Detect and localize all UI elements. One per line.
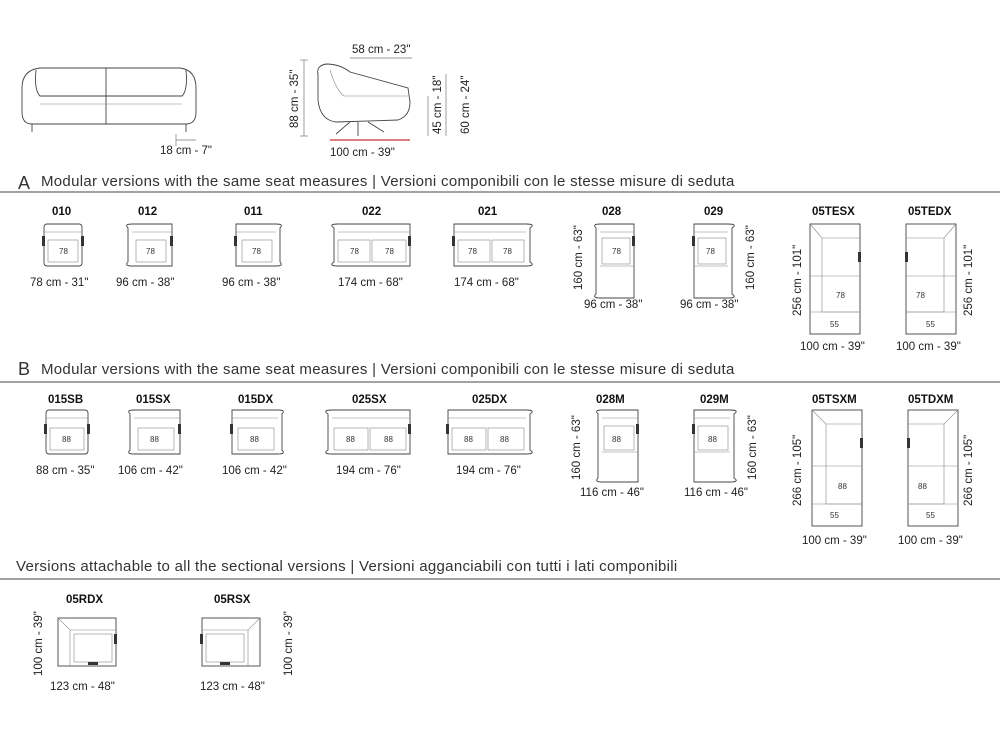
seat-label: 88 xyxy=(838,482,847,491)
seat-label: 78 xyxy=(385,247,394,256)
module-code: 028 xyxy=(602,206,622,218)
module-028 xyxy=(573,206,642,311)
module-028M xyxy=(571,394,644,499)
seat-label: 78 xyxy=(612,247,621,256)
module-height: 100 cm - 39" xyxy=(283,611,295,676)
module-code: 022 xyxy=(362,206,382,218)
module-code: 029 xyxy=(704,206,724,218)
module-010 xyxy=(30,206,88,289)
module-code: 010 xyxy=(52,206,72,218)
module-015DX xyxy=(222,394,287,477)
module-dims: 123 cm - 48" xyxy=(200,681,265,693)
module-dims: 100 cm - 39" xyxy=(802,535,867,547)
module-height: 160 cm - 63" xyxy=(571,415,583,480)
module-021 xyxy=(452,206,532,289)
module-code: 012 xyxy=(138,206,158,218)
seat-label: 78 xyxy=(59,247,68,256)
module-code: 011 xyxy=(244,206,263,218)
side-depth-label: 100 cm - 39" xyxy=(330,147,395,159)
module-011 xyxy=(222,206,281,289)
module-015SX xyxy=(118,394,183,477)
module-05RDX xyxy=(33,594,117,693)
sofa-side-view xyxy=(289,44,472,159)
module-025SX xyxy=(326,394,411,477)
side-height-label: 88 cm - 35" xyxy=(289,69,301,128)
module-dims: 194 cm - 76" xyxy=(336,465,401,477)
seat-label: 78 xyxy=(916,291,925,300)
module-dims: 100 cm - 39" xyxy=(800,341,865,353)
module-height: 160 cm - 63" xyxy=(573,225,585,290)
seat-label: 88 xyxy=(612,435,621,444)
front-width-label: 18 cm - 7" xyxy=(160,145,213,157)
module-dims: 100 cm - 39" xyxy=(896,341,961,353)
module-029M xyxy=(684,394,759,499)
module-dims: 78 cm - 31" xyxy=(30,277,89,289)
module-012 xyxy=(116,206,174,289)
side-top-label: 58 cm - 23" xyxy=(352,44,411,56)
module-dims: 88 cm - 35" xyxy=(36,465,95,477)
module-height: 100 cm - 39" xyxy=(33,611,45,676)
module-code: 028M xyxy=(596,394,625,406)
seat-label: 78 xyxy=(836,291,845,300)
module-code: 05TSXM xyxy=(812,394,857,406)
module-dims: 96 cm - 38" xyxy=(116,277,175,289)
module-dims: 96 cm - 38" xyxy=(584,299,643,311)
seat-label: 78 xyxy=(146,247,155,256)
seat-label: 78 xyxy=(468,247,477,256)
module-code: 025SX xyxy=(352,394,387,406)
module-height: 256 cm - 101" xyxy=(963,244,975,316)
module-dims: 194 cm - 76" xyxy=(456,465,521,477)
seat-label: 55 xyxy=(926,511,935,520)
module-code: 05RSX xyxy=(214,594,251,606)
module-dims: 116 cm - 46" xyxy=(684,487,748,499)
module-code: 05RDX xyxy=(66,594,104,606)
module-height: 256 cm - 101" xyxy=(792,244,804,316)
module-dims: 96 cm - 38" xyxy=(680,299,739,311)
module-dims: 174 cm - 68" xyxy=(454,277,519,289)
module-022 xyxy=(332,206,411,289)
seat-label: 88 xyxy=(150,435,159,444)
module-05TESX xyxy=(792,206,865,353)
module-code: 015SB xyxy=(48,394,84,406)
seat-label: 78 xyxy=(706,247,715,256)
seat-label: 55 xyxy=(830,511,839,520)
module-code: 015DX xyxy=(238,394,274,406)
module-height: 266 cm - 105" xyxy=(792,434,804,506)
seat-label: 55 xyxy=(830,320,839,329)
module-dims: 116 cm - 46" xyxy=(580,487,644,499)
seat-label: 55 xyxy=(926,320,935,329)
module-height: 160 cm - 63" xyxy=(747,415,759,480)
module-05TEDX xyxy=(896,206,975,353)
seat-label: 88 xyxy=(384,435,393,444)
seat-label: 88 xyxy=(500,435,509,444)
section-b-title: Modular versions with the same seat measures | Versioni componibili con le stesse misure di seduta xyxy=(41,361,735,378)
seat-label: 88 xyxy=(918,482,927,491)
module-dims: 106 cm - 42" xyxy=(118,465,183,477)
module-height: 266 cm - 105" xyxy=(963,434,975,506)
module-029 xyxy=(680,206,757,311)
seat-label: 88 xyxy=(250,435,259,444)
module-05TDXM xyxy=(898,394,975,547)
seat-label: 88 xyxy=(346,435,355,444)
side-seat-label: 45 cm - 18" xyxy=(432,75,444,134)
section-a-title: Modular versions with the same seat measures | Versioni componibili con le stesse misure di seduta xyxy=(41,173,735,190)
module-code: 015SX xyxy=(136,394,171,406)
module-dims: 106 cm - 42" xyxy=(222,465,287,477)
side-arm-label: 60 cm - 24" xyxy=(460,75,472,134)
module-dims: 96 cm - 38" xyxy=(222,277,281,289)
module-height: 160 cm - 63" xyxy=(745,225,757,290)
module-dims: 123 cm - 48" xyxy=(50,681,115,693)
seat-label: 88 xyxy=(62,435,71,444)
module-015SB xyxy=(36,394,94,477)
sofa-front-view xyxy=(22,68,212,157)
module-025DX xyxy=(446,394,532,477)
module-code: 05TDXM xyxy=(908,394,954,406)
module-dims: 100 cm - 39" xyxy=(898,535,963,547)
seat-label: 78 xyxy=(350,247,359,256)
module-code: 05TEDX xyxy=(908,206,952,218)
seat-label: 88 xyxy=(708,435,717,444)
module-05TSXM xyxy=(792,394,867,547)
section-a-letter: A xyxy=(18,173,31,193)
seat-label: 88 xyxy=(464,435,473,444)
section-b-letter: B xyxy=(18,359,31,379)
module-code: 05TESX xyxy=(812,206,855,218)
module-code: 029M xyxy=(700,394,729,406)
module-code: 025DX xyxy=(472,394,508,406)
seat-label: 78 xyxy=(503,247,512,256)
section-c-title: Versions attachable to all the sectional versions | Versioni agganciabili con tutti i lati componibili xyxy=(16,558,678,575)
seat-label: 78 xyxy=(252,247,261,256)
module-dims: 174 cm - 68" xyxy=(338,277,403,289)
module-code: 021 xyxy=(478,206,498,218)
module-05RSX xyxy=(200,594,295,693)
